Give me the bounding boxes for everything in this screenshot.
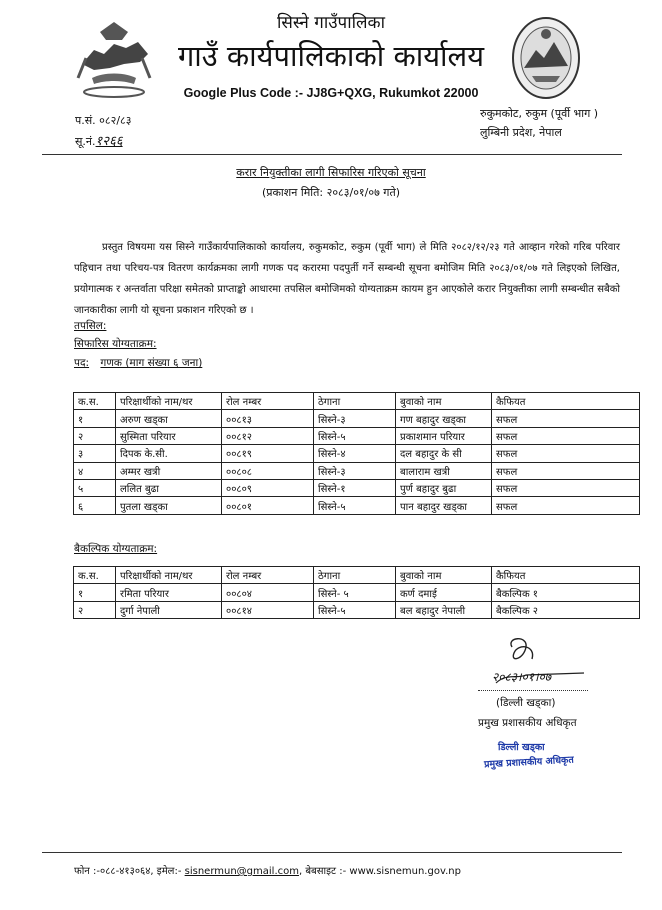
table-cell: पान बहादुर खड्का [396,497,492,514]
office-title: गाउँ कार्यपालिकाको कार्यालय [177,39,485,73]
table-cell: बल बहादुर नेपाली [396,601,492,618]
table-cell: पुर्ण बहादुर बुढा [396,479,492,496]
column-header: कैफियत [492,567,640,584]
footer-contact [74,863,461,877]
table-cell: सफल [492,445,640,462]
table-cell: ४ [74,462,116,479]
table-cell: प्रकाशमान परियार [396,427,492,444]
table-cell: सफल [492,462,640,479]
recommended-heading: सिफारिस योग्यताक्रम: [74,338,157,350]
table-row [74,497,640,514]
table-cell: ६ [74,497,116,514]
stamp-name: डिल्ली खड्का [498,742,545,753]
table-cell: अरुण खड्का [116,410,222,427]
table-cell: दिपक के.सी. [116,445,222,462]
table-cell: बैकल्पिक १ [492,584,640,601]
table-cell: पुतला खड्का [116,497,222,514]
address-line-2: लुम्बिनी प्रदेश, नेपाल [480,126,562,139]
table-cell: ५ [74,479,116,496]
notice-title: करार नियुक्तीका लागी सिफारिस गरिएको सूचना [236,166,426,179]
signature-date: २०८३।०१।०७ [492,670,552,684]
details-heading: तपसिल: [74,320,107,332]
table-cell: ००८०४ [222,584,314,601]
recommended-header-row [74,393,640,410]
column-header: ठेगाना [314,567,396,584]
footer-website-link[interactable]: www.sisnemun.gov.np [349,866,461,877]
address-line-1: रुकुमकोट, रुकुम (पूर्वी भाग ) [480,107,599,120]
table-row [74,479,640,496]
table-cell: ००८०८ [222,462,314,479]
table-cell: ००८१९ [222,445,314,462]
table-cell: अम्मर खत्री [116,462,222,479]
post-line [74,356,202,370]
table-cell: बैकल्पिक २ [492,601,640,618]
table-cell: ३ [74,445,116,462]
signature-line [478,690,588,691]
alternate-heading: बैकल्पिक योग्यताक्रम: [74,543,158,555]
alternate-header-row [74,567,640,584]
table-cell: १ [74,410,116,427]
table-cell: २ [74,601,116,618]
signatory-name: (डिल्ली खड्का) [496,697,556,709]
table-cell: सफल [492,479,640,496]
table-row [74,427,640,444]
table-cell: १ [74,584,116,601]
dispatch-number [75,131,123,149]
column-header: ठेगाना [314,393,396,410]
table-row [74,410,640,427]
table-cell: सुस्मिता परियार [116,427,222,444]
table-cell: ललित बुढा [116,479,222,496]
column-header: बुवाको नाम [396,393,492,410]
table-cell: दल बहादुर के सी [396,445,492,462]
column-header: क.स. [74,393,116,410]
footer-divider [42,852,622,853]
table-cell: सिस्ने-५ [314,427,396,444]
column-header: क.स. [74,567,116,584]
alternate-table [73,566,640,619]
table-cell: बालाराम खत्री [396,462,492,479]
table-cell: सिस्ने-३ [314,410,396,427]
table-cell: रमिता परियार [116,584,222,601]
footer-web-label: , बेबसाइट :- [298,866,347,877]
table-cell: सिस्ने-४ [314,445,396,462]
table-cell: ००८१४ [222,601,314,618]
table-cell: दुर्गा नेपाली [116,601,222,618]
post-value: गणक (माग संख्या ६ जना) [100,357,203,369]
footer-email-link[interactable]: sisnermun@gmail.com [184,866,299,877]
table-cell: सिस्ने- ५ [314,584,396,601]
table-cell: सफल [492,497,640,514]
table-cell: ००८१२ [222,427,314,444]
table-cell: सिस्ने-३ [314,462,396,479]
reference-number: प.सं. ०८२/८३ [75,114,132,127]
signatory-title: प्रमुख प्रशासकीय अधिकृत [478,717,577,729]
municipality-name: सिस्ने गाउँपालिका [277,13,385,33]
table-cell: गण बहादुर खड्का [396,410,492,427]
column-header: परिक्षार्थीको नाम/थर [116,567,222,584]
column-header: रोल नम्बर [222,393,314,410]
table-cell: सफल [492,410,640,427]
table-cell: सिस्ने-५ [314,601,396,618]
plus-code: Google Plus Code :- JJ8G+QXG, Rukumkot 22000 [183,86,479,100]
column-header: कैफियत [492,393,640,410]
table-cell: २ [74,427,116,444]
column-header: रोल नम्बर [222,567,314,584]
table-cell: सफल [492,427,640,444]
stamp-title: प्रमुख प्रशासकीय अधिकृत [483,754,575,771]
post-label: पद: [74,357,90,369]
table-cell: सिस्ने-१ [314,479,396,496]
header-divider [42,154,622,155]
table-cell: ००८१३ [222,410,314,427]
column-header: परिक्षार्थीको नाम/थर [116,393,222,410]
table-cell: सिस्ने-५ [314,497,396,514]
table-row [74,462,640,479]
table-row [74,584,640,601]
table-cell: ००८०९ [222,479,314,496]
column-header: बुवाको नाम [396,567,492,584]
dispatch-number-handwritten: १२६६ [95,134,123,149]
table-row [74,601,640,618]
footer-phone: फोन :-०८८-४१३०६४, [74,866,154,877]
footer-email-label: इमेल:- [156,866,182,877]
table-cell: ००८०१ [222,497,314,514]
table-row [74,445,640,462]
dispatch-number-label: सू.नं. [75,135,96,148]
notice-body: प्रस्तुत विषयमा यस सिस्ने गाउँकार्यपालिकाको कार्यालय, रुकुमकोट, रुकुम (पूर्वी भाग) ले मिति २०८२/१२/२३ गते आव्हान गरेको गरिब परिवार पहिचान तथा परिचय-पत्र वितरण कार्यक्रमका लागी गणक पद करारमा पदपुर्ती गर्ने सम्बन्धी सूचना बमोजिम मिति २०८३/०१/०७ गते लिइएको लिखित, प्रयोगात्मक र अन्तर्वाता परिक्षा समेतको प्राप्ताङ्को आधारमा तपसिल बमोजिमको योग्यताक्रम कायम हुन आएकोले करार नियुक्तीका लागी सम्बन्धीत सबैको जानकारीका लागी यो सूचना प्रकाशन गरिएको छ । [74,242,620,316]
publish-date: (प्रकाशन मिति: २०८३/०१/०७ गते) [261,186,401,199]
table-cell: कर्ण दमाई [396,584,492,601]
recommended-table [73,392,640,515]
